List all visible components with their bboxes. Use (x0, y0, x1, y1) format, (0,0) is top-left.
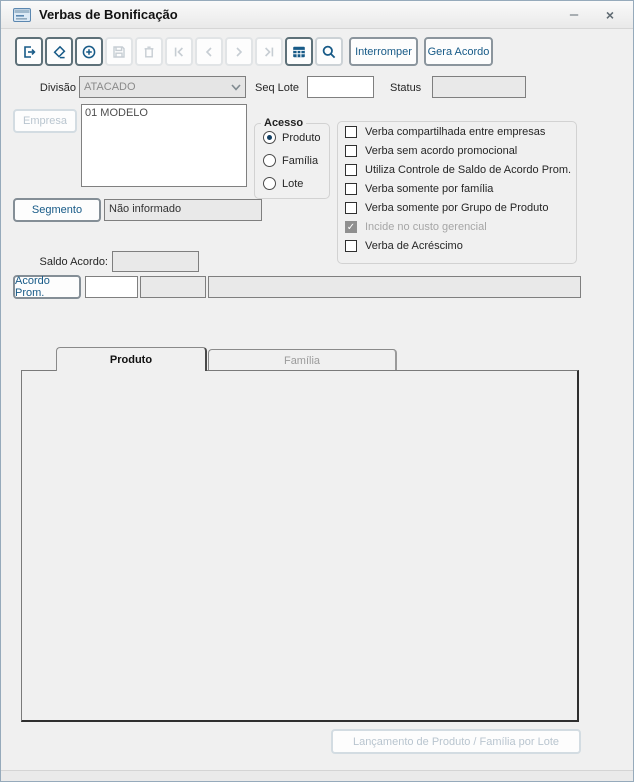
acordo-prom-seq-field (140, 276, 206, 298)
acordo-prom-code-input[interactable] (85, 276, 138, 298)
trash-icon (141, 44, 157, 60)
checkbox-somente-familia-label[interactable]: Verba somente por família (365, 183, 494, 195)
last-icon (261, 44, 277, 60)
close-button[interactable]: × (605, 7, 615, 23)
checkbox-somente-grupo[interactable] (345, 202, 357, 214)
exit-button[interactable] (15, 37, 43, 66)
saldo-acordo-field (112, 251, 199, 272)
save-button (105, 37, 133, 66)
chevron-right-icon (231, 44, 247, 60)
search-button[interactable] (315, 37, 343, 66)
checkbox-verba-compartilhada[interactable] (345, 126, 357, 138)
empresa-button: Empresa (13, 109, 77, 133)
delete-button (135, 37, 163, 66)
previous-record-button (195, 37, 223, 66)
tab-familia[interactable]: Família (208, 349, 397, 371)
first-icon (171, 44, 187, 60)
status-label: Status (390, 82, 422, 94)
next-record-button (225, 37, 253, 66)
saldo-acordo-label: Saldo Acordo: (39, 256, 108, 268)
checkbox-somente-grupo-label[interactable]: Verba somente por Grupo de Produto (365, 202, 549, 214)
checkbox-verba-sem-acordo-label[interactable]: Verba sem acordo promocional (365, 145, 518, 157)
checkbox-verba-acrescimo[interactable] (345, 240, 357, 252)
first-record-button (165, 37, 193, 66)
minimize-button[interactable]: – (569, 6, 579, 23)
window-title: Verbas de Bonificação (39, 7, 178, 22)
empresa-list-item[interactable]: 01 MODELO (85, 107, 148, 119)
seq-lote-label: Seq Lote (255, 82, 300, 94)
divisao-value: ATACADO (84, 81, 136, 93)
checkbox-utiliza-controle[interactable] (345, 164, 357, 176)
segmento-button[interactable]: Segmento (13, 198, 101, 222)
divisao-select[interactable] (79, 76, 246, 98)
checkbox-somente-familia[interactable] (345, 183, 357, 195)
tab-produto[interactable]: Produto (56, 347, 207, 371)
interromper-button[interactable]: Interromper (349, 37, 418, 66)
last-record-button (255, 37, 283, 66)
add-button[interactable] (75, 37, 103, 66)
form-icon (13, 8, 31, 22)
table-grid-icon (291, 44, 307, 60)
status-field (432, 76, 526, 98)
plus-circle-icon (81, 44, 97, 60)
radio-familia[interactable] (263, 154, 276, 167)
checkbox-incide-custo-label: Incide no custo gerencial (365, 221, 487, 233)
radio-lote-label[interactable]: Lote (282, 178, 304, 190)
radio-lote[interactable] (263, 177, 276, 190)
seq-lote-input[interactable] (307, 76, 374, 98)
radio-produto-label[interactable]: Produto (282, 132, 321, 144)
checkbox-incide-custo (345, 221, 357, 233)
checkbox-verba-compartilhada-label[interactable]: Verba compartilhada entre empresas (365, 126, 546, 138)
segmento-field: Não informado (104, 199, 262, 221)
title-bar (1, 1, 633, 29)
chevron-down-icon (229, 80, 243, 94)
lancamento-lote-button: Lançamento de Produto / Família por Lote (331, 729, 581, 754)
search-icon (321, 44, 337, 60)
acesso-group-title: Acesso (261, 117, 306, 129)
divisao-label: Divisão (39, 82, 76, 94)
gera-acordo-button[interactable]: Gera Acordo (424, 37, 493, 66)
tab-panel (21, 370, 579, 722)
exit-icon (21, 44, 37, 60)
chevron-left-icon (201, 44, 217, 60)
checkbox-verba-acrescimo-label[interactable]: Verba de Acréscimo (365, 240, 463, 252)
checkbox-verba-sem-acordo[interactable] (345, 145, 357, 157)
acordo-prom-desc-field (208, 276, 581, 298)
acordo-prom-button[interactable]: Acordo Prom. (13, 275, 81, 299)
save-icon (111, 44, 127, 60)
radio-produto[interactable] (263, 131, 276, 144)
empresa-list[interactable] (81, 104, 247, 187)
clear-button[interactable] (45, 37, 73, 66)
checkbox-utiliza-controle-label[interactable]: Utiliza Controle de Saldo de Acordo Prom. (365, 164, 572, 176)
eraser-icon (51, 44, 67, 60)
window-bottom-edge (1, 770, 633, 782)
radio-familia-label[interactable]: Família (282, 155, 319, 167)
grid-view-button[interactable] (285, 37, 313, 66)
